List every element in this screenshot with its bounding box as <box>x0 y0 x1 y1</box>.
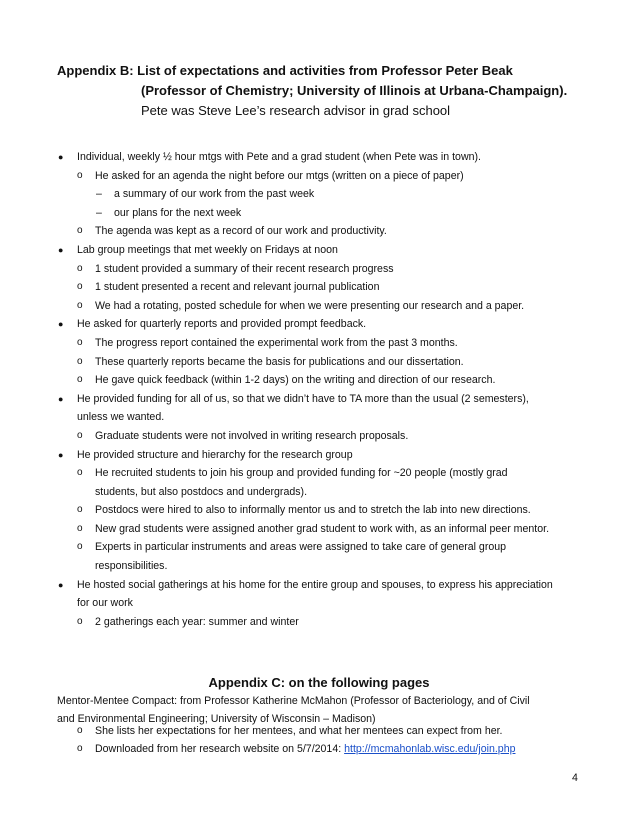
list-item-text: unless we wanted. <box>77 411 165 424</box>
list-item <box>0 538 638 557</box>
bullet-marker: ● <box>58 319 64 330</box>
bullet-marker: ● <box>58 449 64 460</box>
appendix-c-desc-line2: and Environmental Engineering; University of Wisconsin – Madison) <box>57 713 376 725</box>
appendix-c-title: Appendix C: on the following pages <box>208 675 430 690</box>
circle-marker: o <box>77 541 83 553</box>
list-item <box>0 148 638 167</box>
circle-marker: o <box>77 522 83 534</box>
list-item-text: New grad students were assigned another grad student to work with, as an informal peer mentor. <box>95 522 550 535</box>
bullet-marker: ● <box>58 579 64 590</box>
circle-marker: o <box>77 615 83 627</box>
list-item <box>0 353 638 372</box>
list-item-text: The progress report contained the experimental work from the past 3 months. <box>95 336 458 349</box>
list-item <box>0 185 638 204</box>
list-item-text: He provided funding for all of us, so that we didn’t have to TA more than the usual (2 semesters), <box>77 392 529 405</box>
list-item-text: students, but also postdocs and undergrads). <box>95 485 308 498</box>
bullet-marker: ● <box>58 393 64 404</box>
dash-marker: – <box>96 188 102 201</box>
list-item-continuation <box>0 557 638 576</box>
list-item-text: 2 gatherings each year: summer and winter <box>95 615 299 628</box>
dash-marker: – <box>96 206 102 219</box>
list-item-text: Experts in particular instruments and areas were assigned to take care of general group <box>95 541 507 554</box>
circle-marker: o <box>77 725 83 736</box>
appendix-b-title-line2: (Professor of Chemistry; University of Illinois at Urbana-Champaign). <box>141 83 568 98</box>
list-item-text: She lists her expectations for her mentees, and what her mentees can expect from her. <box>95 725 503 737</box>
list-item-text: responsibilities. <box>95 560 168 573</box>
list-item-text: He hosted social gatherings at his home for the entire group and spouses, to express his appreciation <box>77 578 553 591</box>
circle-marker: o <box>77 225 83 237</box>
download-note: Downloaded from her research website on 5/7/2014: <box>95 743 345 755</box>
appendix-b-list <box>0 148 638 631</box>
list-item-text: He provided structure and hierarchy for the research group <box>77 448 353 461</box>
list-item <box>0 722 638 740</box>
list-item <box>0 464 638 483</box>
circle-marker: o <box>77 355 83 367</box>
circle-marker: o <box>77 262 83 274</box>
appendix-c-desc-line1: Mentor-Mentee Compact: from Professor Katherine McMahon (Professor of Bacteriology, and of Civil <box>57 695 530 707</box>
circle-marker: o <box>77 743 83 754</box>
list-item <box>0 260 638 279</box>
list-item-text: 1 student presented a recent and relevant journal publication <box>95 281 380 294</box>
list-item-text: We had a rotating, posted schedule for when we were presenting our research and a paper. <box>95 299 525 312</box>
list-item-text: our plans for the next week <box>114 206 242 219</box>
circle-marker: o <box>77 429 83 441</box>
list-item <box>0 520 638 539</box>
list-item-text: Graduate students were not involved in writing research proposals. <box>95 429 409 442</box>
circle-marker: o <box>77 467 83 479</box>
list-item <box>0 427 638 446</box>
page-number: 4 <box>572 772 578 784</box>
list-item-continuation <box>0 483 638 502</box>
appendix-b-title-line1: Appendix B: List of expectations and activities from Professor Peter Beak <box>57 63 513 78</box>
list-item-text: The agenda was kept as a record of our work and productivity. <box>95 225 387 238</box>
list-item-text: He asked for an agenda the night before our mtgs (written on a piece of paper) <box>95 169 464 182</box>
list-item-continuation <box>0 594 638 613</box>
list-item <box>0 613 638 632</box>
list-item <box>0 315 638 334</box>
list-item <box>0 222 638 241</box>
circle-marker: o <box>77 336 83 348</box>
bullet-marker: ● <box>58 152 64 162</box>
list-item-text: He recruited students to join his group and provided funding for ~20 people (mostly grad <box>95 467 508 480</box>
join-page-link[interactable]: http://mcmahonlab.wisc.edu/join.php <box>344 743 516 755</box>
list-item <box>0 167 638 186</box>
list-item <box>0 204 638 223</box>
appendix-b-heading <box>57 61 617 121</box>
list-item-text: Postdocs were hired to also to informally mentor us and to stretch the lab into new directions. <box>95 504 531 517</box>
circle-marker: o <box>77 374 83 386</box>
list-item <box>0 446 638 465</box>
list-item <box>0 371 638 390</box>
list-item-text: 1 student provided a summary of their recent research progress <box>95 262 394 275</box>
circle-marker: o <box>77 299 83 311</box>
list-item-text: He asked for quarterly reports and provided prompt feedback. <box>77 318 367 331</box>
list-item <box>0 278 638 297</box>
list-item <box>0 390 638 409</box>
list-item <box>0 297 638 316</box>
appendix-c-list <box>0 722 638 758</box>
list-item <box>0 241 638 260</box>
list-item <box>0 740 638 758</box>
list-item-text: Lab group meetings that met weekly on Fridays at noon <box>77 243 338 256</box>
list-item-text <box>95 740 515 759</box>
circle-marker: o <box>77 169 83 181</box>
appendix-b-subtitle: Pete was Steve Lee’s research advisor in grad school <box>141 103 451 118</box>
list-item-text: for our work <box>77 597 133 610</box>
list-item <box>0 501 638 520</box>
bullet-marker: ● <box>58 244 64 255</box>
list-item <box>0 334 638 353</box>
list-item-text: He gave quick feedback (within 1-2 days) on the writing and direction of our research. <box>95 374 496 387</box>
list-item-text: These quarterly reports became the basis for publications and our dissertation. <box>95 355 464 368</box>
circle-marker: o <box>77 281 83 293</box>
circle-marker: o <box>77 504 83 516</box>
list-item-text: Individual, weekly ½ hour mtgs with Pete and a grad student (when Pete was in town). <box>77 151 481 163</box>
list-item-continuation <box>0 408 638 427</box>
list-item-text: a summary of our work from the past week <box>114 188 315 201</box>
list-item <box>0 576 638 595</box>
